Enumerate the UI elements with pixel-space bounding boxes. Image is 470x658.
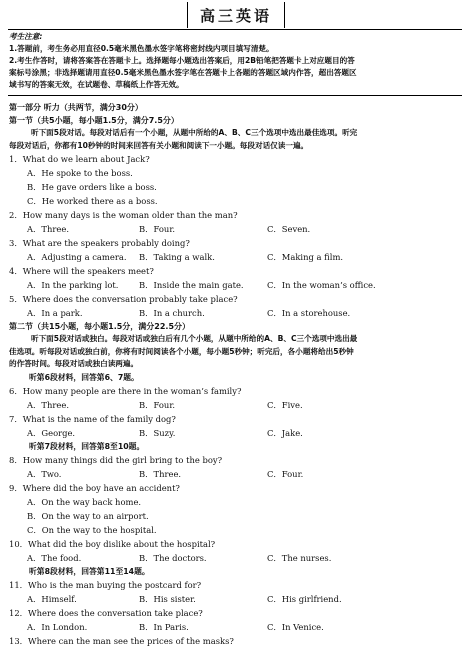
option: C．On the way to the hospital. — [27, 524, 157, 535]
options-row — [9, 222, 461, 236]
question-stem: 12．Where does the conversation take place? — [9, 607, 203, 618]
option: B．On the way to an airport. — [27, 510, 149, 521]
option: B．The doctors. — [139, 552, 207, 563]
option: C．Making a film. — [267, 252, 344, 262]
notes-line: 域书写的答案无效，在试题卷、草稿纸上作答无效。 — [9, 80, 184, 89]
option: C．In a storehouse. — [267, 308, 351, 318]
question-stem: 11．Who is the man buying the postcard for? — [9, 579, 202, 590]
option: C．Seven. — [267, 224, 311, 234]
option: A．In the parking lot. — [27, 280, 119, 290]
question-stem: 1．What do we learn about Jack? — [9, 154, 150, 164]
option: C．In the woman’s office. — [267, 280, 376, 290]
question-stem: 4．Where will the speakers meet? — [9, 266, 154, 276]
options-row — [9, 592, 461, 606]
section1-instruction: 听下面5段对话。每段对话后有一个小题，从题中所给的A、B、C三个选项中选出最佳选项。听完 每段对话后，你都有10秒钟的时间来回答有关小题和阅读下一小题。每段对话仅读一遍。 — [9, 128, 358, 150]
question-stem: 10．What did the boy dislike about the hospital? — [9, 538, 216, 549]
option: A．Adjusting a camera. — [27, 252, 127, 262]
notes-heading: 考生注意: — [9, 32, 43, 41]
notes-line: 1.答题前，考生务必用直径0.5毫米黑色墨水签字笔将密封线内项目填写清楚。 — [9, 44, 274, 53]
option: C．In Venice. — [267, 621, 324, 632]
section1-heading: 第一节（共5小题，每小题1.5分，满分7.5分） — [9, 116, 179, 125]
option: B．Inside the main gate. — [139, 280, 244, 290]
option: A．Three. — [27, 399, 69, 410]
options-row — [9, 398, 461, 412]
page-title: 高三英语 — [199, 7, 272, 25]
material-label: 听第6段材料，回答第6、7题。 — [29, 372, 139, 382]
option: A．In London. — [27, 621, 88, 632]
option: B．Four. — [139, 399, 176, 410]
options-row — [9, 551, 461, 565]
options-row — [9, 278, 461, 292]
exam-content — [9, 101, 461, 648]
option: A．He spoke to the boss. — [27, 168, 133, 178]
question-stem: 3．What are the speakers probably doing? — [9, 238, 190, 248]
option: A．Himself. — [27, 593, 77, 604]
option: A．George. — [27, 427, 76, 438]
material-label: 听第8段材料，回答第11至14题。 — [29, 566, 150, 576]
option: A．On the way back home. — [27, 496, 142, 507]
option: B．Four. — [139, 224, 176, 234]
question-stem: 6．How many people are there in the woman’s family? — [9, 385, 242, 396]
option: A．Three. — [27, 224, 69, 234]
options-row — [9, 306, 461, 320]
option: A．The food. — [27, 552, 82, 563]
divider-bottom — [8, 95, 462, 96]
question-stem: 2．How many days is the woman older than the man? — [9, 210, 238, 220]
option: C．Jake. — [267, 427, 303, 438]
title-box — [187, 2, 285, 28]
option: A．In a park. — [27, 308, 83, 318]
question-stem: 5．Where does the conversation probably take place? — [9, 294, 238, 304]
notes-line: 2.考生作答时，请将答案答在答题卡上。选择题每小题选出答案后，用2B铅笔把答题卡上对应题目的答 — [9, 56, 355, 65]
option: B．He gave orders like a boss. — [27, 182, 157, 192]
divider-top — [8, 29, 462, 30]
option: C．His girlfriend. — [267, 593, 342, 604]
section2-heading: 第二节（共15小题，每小题1.5分，满分22.5分） — [9, 322, 191, 331]
options-row — [9, 620, 461, 634]
options-row — [9, 426, 461, 440]
notes-line: 案标号涂黑；非选择题请用直径0.5毫米黑色墨水签字笔在答题卡上各题的答题区域内作答，超出答题区 — [9, 68, 357, 77]
question-stem: 9．Where did the boy have an accident? — [9, 482, 180, 493]
option: C．The nurses. — [267, 552, 332, 563]
option: C．Four. — [267, 468, 304, 479]
option: B．Suzy. — [139, 427, 176, 438]
question-stem: 8．How many things did the girl bring to the boy? — [9, 454, 223, 465]
question-stem: 7．What is the name of the family dog? — [9, 413, 176, 424]
options-row — [9, 467, 461, 481]
option: B．In a church. — [139, 308, 205, 318]
option: B．Three. — [139, 468, 182, 479]
part1-heading: 第一部分 听力（共两节，满分30分） — [9, 103, 143, 112]
option: B．His sister. — [139, 593, 196, 604]
option: C．Five. — [267, 399, 303, 410]
material-label: 听第7段材料，回答第8至10题。 — [29, 441, 145, 451]
options-row — [9, 250, 461, 264]
question-stem: 13．Where can the man see the prices of the masks? — [9, 635, 234, 646]
option: B．In Paris. — [139, 621, 189, 632]
option: A．Two. — [27, 468, 62, 479]
option: C．He worked there as a boss. — [27, 196, 158, 206]
option: B．Taking a walk. — [139, 252, 215, 262]
section2-instruction: 听下面5段对话或独白。每段对话或独白后有几个小题，从题中所给的A、B、C三个选项中选出最 佳选项。听每段对话或独白前，你将有时间阅读各个小题，每小题5秒钟；听完后，各小题将给出5秒钟 的作答时间。每段对话或独白读两遍。 — [9, 334, 358, 368]
notes-block — [9, 31, 461, 91]
